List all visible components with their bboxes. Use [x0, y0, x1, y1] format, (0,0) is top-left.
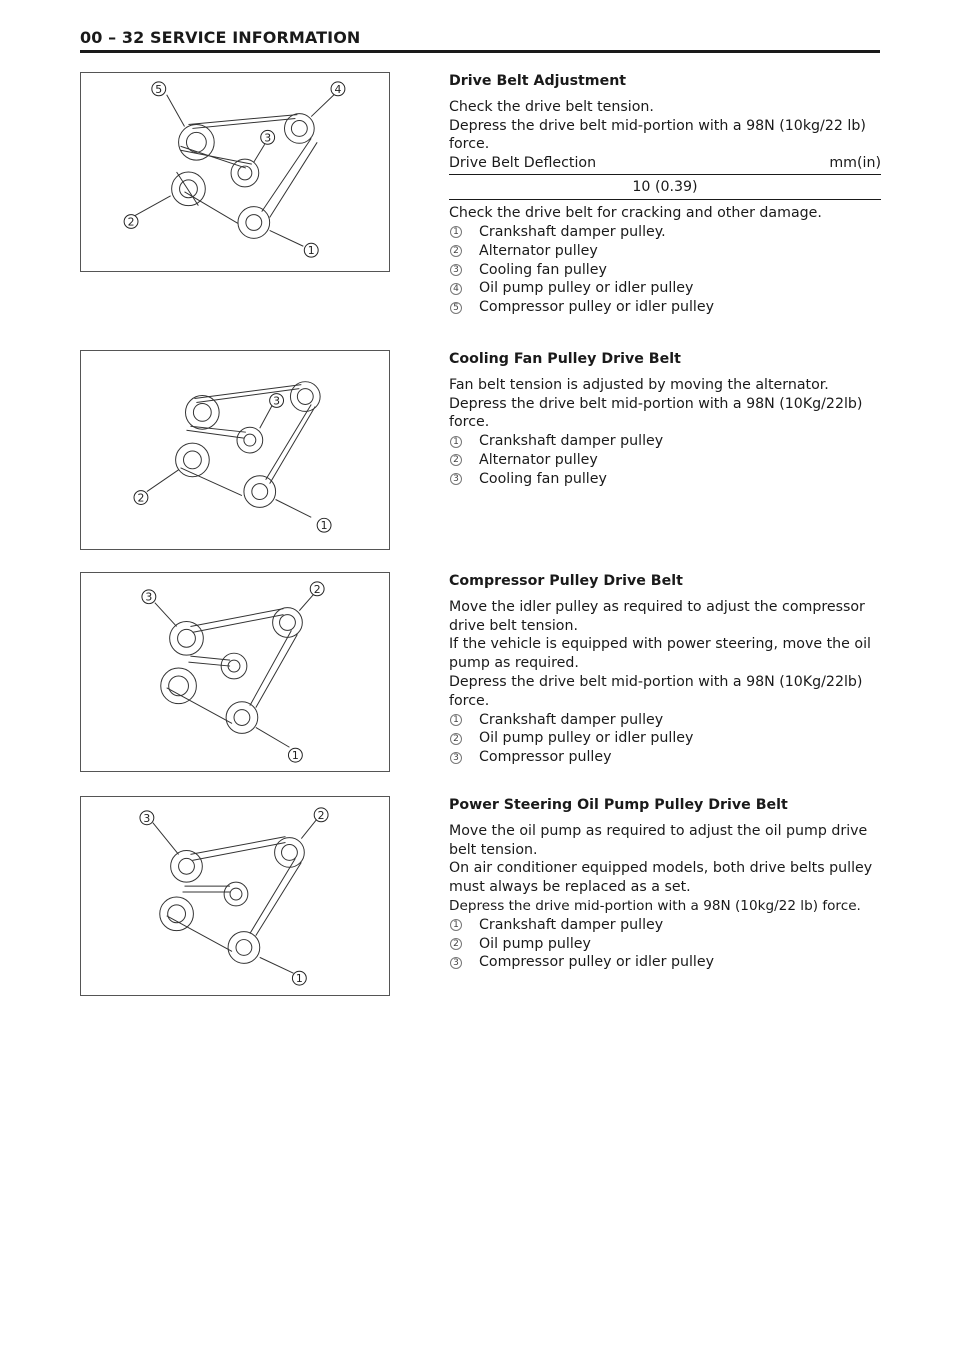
callout-1: 1 [307, 244, 315, 258]
list-item [449, 223, 881, 242]
item-text: Oil pump pulley or idler pulley [479, 730, 694, 747]
legend-list [449, 432, 881, 488]
section-title: Power Steering Oil Pump Pulley Drive Belt [449, 797, 788, 813]
item-text: Compressor pulley or idler pulley [479, 954, 714, 971]
list-item [449, 298, 881, 317]
number-badge: 3 [450, 264, 462, 276]
callout-3: 3 [143, 811, 151, 825]
item-text: Cooling fan pulley [479, 470, 607, 487]
section-title: Compressor Pulley Drive Belt [449, 573, 683, 589]
item-text: Crankshaft damper pulley [479, 916, 664, 933]
number-badge: 3 [450, 752, 462, 764]
spec-value: 10 (0.39) [449, 175, 881, 200]
list-item [449, 470, 881, 489]
callout-5: 5 [155, 82, 163, 96]
spec-label: Drive Belt Deflection [449, 155, 597, 172]
list-item [449, 711, 881, 730]
figure-compressor-belt [80, 572, 390, 772]
item-text: Oil pump pulley or idler pulley [479, 280, 694, 297]
number-badge: 2 [450, 938, 462, 950]
item-text: Alternator pulley [479, 242, 598, 259]
item-text: Crankshaft damper pulley [479, 711, 664, 728]
paragraph: Fan belt tension is adjusted by moving the alternator. [449, 376, 829, 393]
item-text: Crankshaft damper pulley [479, 433, 664, 450]
paragraph: Depress the drive mid-portion with a 98N (10kg/22 lb) force. [449, 897, 861, 914]
list-item [449, 261, 881, 280]
item-text: Oil pump pulley [479, 935, 591, 952]
callout-4: 4 [334, 82, 342, 96]
list-item [449, 916, 881, 935]
belt-diagram-1 [81, 73, 389, 271]
callout-2: 2 [313, 582, 321, 596]
paragraph: Depress the drive belt mid-portion with a 98N (10Kg/22lb) force. [449, 395, 863, 431]
paragraph: Move the idler pulley as required to adjust the compressor drive belt tension. [449, 598, 865, 634]
paragraph: Depress the drive belt mid-portion with a 98N (10Kg/22lb) force. [449, 673, 863, 709]
item-text: Compressor pulley [479, 749, 612, 766]
list-item [449, 729, 881, 748]
belt-diagram-3 [81, 573, 389, 771]
legend-list [449, 916, 881, 972]
callout-3: 3 [264, 131, 272, 145]
paragraph: Move the oil pump as required to adjust the oil pump drive belt tension. [449, 822, 868, 858]
list-item [449, 242, 881, 261]
item-text: Compressor pulley or idler pulley [479, 299, 714, 316]
page-header [80, 28, 880, 47]
section-compressor-belt [449, 572, 881, 767]
callout-1: 1 [291, 749, 299, 763]
item-text: Cooling fan pulley [479, 261, 607, 278]
callout-2: 2 [317, 808, 325, 822]
section-drive-belt-adjustment [449, 72, 881, 317]
figure-power-steering-belt [80, 796, 390, 996]
paragraph: Check the drive belt tension. [449, 98, 654, 115]
paragraph: On air conditioner equipped models, both drive belts pulley must always be replaced as a set. [449, 860, 873, 896]
list-item [449, 432, 881, 451]
figure-drive-belt-adjustment [80, 72, 390, 272]
list-item [449, 953, 881, 972]
paragraph: Check the drive belt for cracking and other damage. [449, 205, 822, 222]
item-text: Crankshaft damper pulley. [479, 223, 666, 240]
number-badge: 2 [450, 245, 462, 257]
paragraph: If the vehicle is equipped with power steering, move the oil pump as required. [449, 636, 871, 672]
number-badge: 1 [450, 714, 462, 726]
number-badge: 1 [450, 436, 462, 448]
section-power-steering-belt [449, 796, 881, 972]
belt-lines [177, 115, 318, 224]
legend-list [449, 223, 881, 317]
callout-3: 3 [145, 590, 153, 604]
belt-diagram-4 [81, 797, 389, 995]
spec-unit: mm(in) [829, 155, 881, 172]
list-item [449, 935, 881, 954]
section-cooling-fan-belt [449, 350, 881, 489]
deflection-spec-table [449, 154, 881, 200]
legend-list [449, 711, 881, 767]
callout-1: 1 [320, 519, 328, 533]
section-title: Cooling Fan Pulley Drive Belt [449, 351, 681, 367]
callout-1: 1 [295, 972, 303, 986]
list-item [449, 748, 881, 767]
number-badge: 3 [450, 473, 462, 485]
callout-2: 2 [127, 215, 135, 229]
number-badge: 2 [450, 454, 462, 466]
figure-cooling-fan-belt [80, 350, 390, 550]
list-item [449, 451, 881, 470]
callout-3: 3 [273, 394, 281, 408]
callout-2: 2 [137, 491, 145, 505]
item-text: Alternator pulley [479, 451, 598, 468]
spec-table-header [449, 154, 881, 175]
number-badge: 3 [450, 957, 462, 969]
number-badge: 5 [450, 302, 462, 314]
list-item [449, 279, 881, 298]
belt-diagram-2 [81, 351, 389, 549]
paragraph: Depress the drive belt mid-portion with a 98N (10kg/22 lb) force. [449, 117, 866, 153]
page-title: 00 – 32 SERVICE INFORMATION [80, 28, 361, 47]
number-badge: 4 [450, 283, 462, 295]
number-badge: 1 [450, 919, 462, 931]
section-title: Drive Belt Adjustment [449, 73, 627, 89]
number-badge: 1 [450, 226, 462, 238]
header-rule [80, 50, 880, 53]
number-badge: 2 [450, 733, 462, 745]
